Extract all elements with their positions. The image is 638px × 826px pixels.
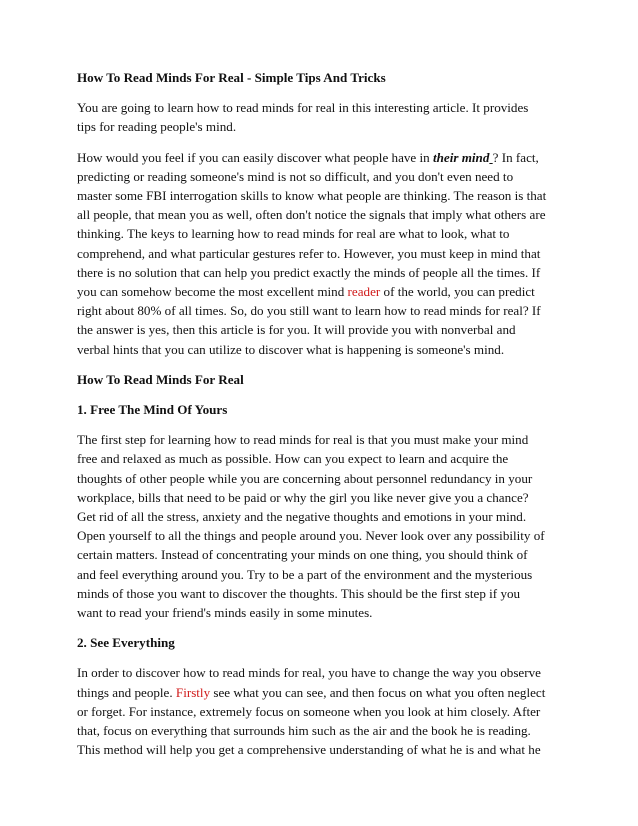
text-line: master some FBI interrogation skills to know what people are thinking. The reason is that xyxy=(77,188,547,204)
step-1-paragraph xyxy=(77,430,566,622)
text-line: The first step for learning how to read minds for real is that you must make your mind xyxy=(77,432,529,448)
question-paragraph xyxy=(77,148,566,359)
emphasis-text: their mind xyxy=(432,149,490,165)
document-title: How To Read Minds For Real - Simple Tips And Tricks xyxy=(77,70,386,85)
text-line: tips for reading people's mind. xyxy=(77,119,237,135)
text-line: the answer is yes, then this article is for you. It will provide you with nonverbal and xyxy=(77,322,516,338)
step-2-heading: 2. See Everything xyxy=(77,635,175,651)
text-line: free and relaxed as much as possible. How can you expect to learn and acquire the xyxy=(77,451,509,467)
text-segment: ? In fact, xyxy=(492,149,539,165)
text-segment: you can somehow become the most excellent mind xyxy=(77,284,348,300)
text-segment: How would you feel if you can easily discover what people have in xyxy=(77,149,433,165)
text-line: minds of those you want to discover the thoughts. This should be the first step if you xyxy=(77,585,521,601)
text-segment: things and people. xyxy=(77,684,176,700)
text-line: all people, that mean you as well, often don't notice the signals that imply what others are xyxy=(77,207,546,223)
text-line: want to read your friend's minds easily in some minutes. xyxy=(77,605,373,621)
text-line: workplace, bills that need to be paid or why the girl you like never give you a chance? xyxy=(77,489,529,505)
text-line xyxy=(77,148,566,167)
document-page xyxy=(77,68,566,771)
text-line: and feel everything around you. Try to be a part of the environment and the mysterious xyxy=(77,566,533,582)
intro-paragraph xyxy=(77,98,566,136)
text-line: Get rid of all the stress, anxiety and the negative thoughts and emotions in your mind. xyxy=(77,509,527,525)
reader-link[interactable]: reader xyxy=(347,284,381,300)
text-line: Open yourself to all the things and people around you. Never look over any possibility of xyxy=(77,528,545,544)
text-line: right about 80% of all times. So, do you still want to learn how to read minds for real? If xyxy=(77,303,541,319)
text-line: comprehend, and what particular gestures refer to. However, you must keep in mind that xyxy=(77,245,541,261)
text-line: verbal hints that you can utilize to discover what is happening is someone's mind. xyxy=(77,341,505,357)
text-line: In order to discover how to read minds for real, you have to change the way you observe xyxy=(77,665,541,681)
text-line: or forget. For instance, extremely focus on someone when you look at him closely. After xyxy=(77,703,541,719)
text-line: thoughts of other people while you are concerning about personnel redundancy in your xyxy=(77,470,533,486)
text-line xyxy=(77,683,566,702)
section-heading: How To Read Minds For Real xyxy=(77,371,244,387)
firstly-link[interactable]: Firstly xyxy=(175,684,211,700)
text-line: predicting or reading someone's mind is not so difficult, and you don't even need to xyxy=(77,168,514,184)
step-1-heading: 1. Free The Mind Of Yours xyxy=(77,402,228,418)
text-segment: of the world, you can predict xyxy=(380,284,535,300)
text-line: This method will help you get a comprehensive understanding of what he is and what he xyxy=(77,742,541,758)
step-2-paragraph xyxy=(77,663,566,759)
text-segment: see what you can see, and then focus on what you often neglect xyxy=(210,684,546,700)
text-line xyxy=(77,282,566,301)
text-line: there is no solution that can help you predict exactly the minds of people all the times. If xyxy=(77,264,541,280)
text-line: You are going to learn how to read minds for real in this interesting article. It provides xyxy=(77,100,529,116)
text-line: thinking. The keys to learning how to read minds for real are what to look, what to xyxy=(77,226,510,242)
text-line: that, focus on everything that surrounds him such as the air and the book he is reading. xyxy=(77,723,531,739)
text-line: certain matters. Instead of concentrating your minds on one thing, you should think of xyxy=(77,547,528,563)
